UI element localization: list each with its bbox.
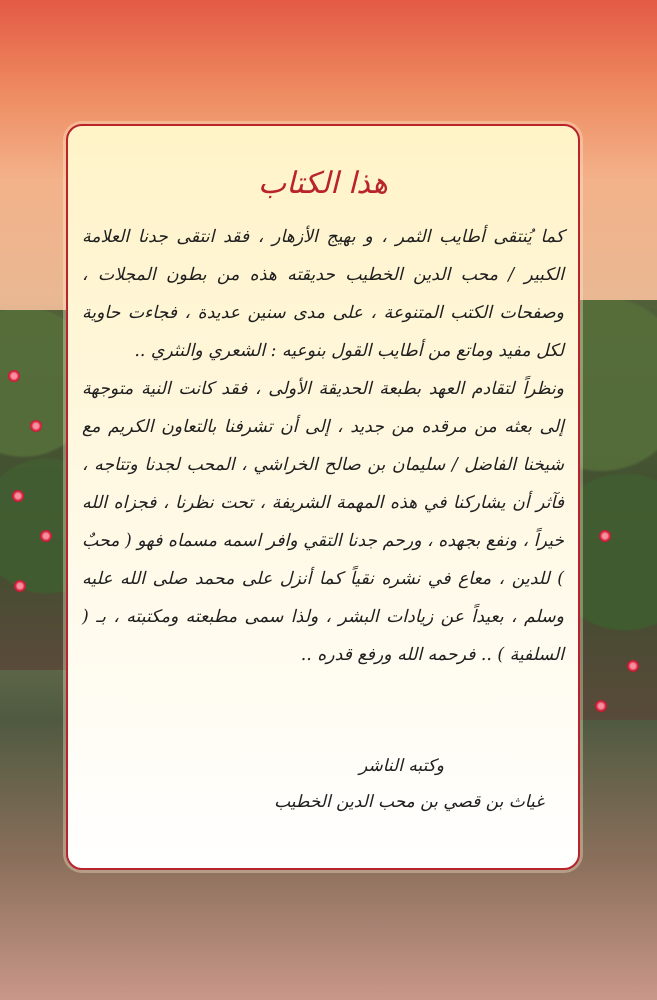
rose-icon — [14, 580, 26, 592]
rose-icon — [599, 530, 611, 542]
rose-icon — [12, 490, 24, 502]
signature-block — [82, 756, 564, 812]
page-title: هذا الكتاب — [258, 166, 388, 201]
signature-name: غياث بن قصي بن محب الدين الخطيب — [274, 792, 544, 812]
rose-icon — [30, 420, 42, 432]
text-card — [66, 124, 580, 870]
right-garden-background — [577, 300, 657, 720]
rose-icon — [627, 660, 639, 672]
rose-icon — [40, 530, 52, 542]
paragraph-2: ونظراً لتقادم العهد بطبعة الحديقة الأولى ، فقد كانت النية متوجهة إلى بعثه من مرقده من جديد ، إلى أن تشرفنا بالتعاون الكريم مع شيخنا الفاضل / سليمان بن صالح الخراشي ، المحب لجدنا وتتاجه ، فآثر أن يشاركنا في هذه المهمة الشريفة ، تحت نظرنا ، فجزاه الله خيراً ، ونفع بجهده ، ورحم جدنا التقي وافر اسمه مسماه فهو ( محبٌ ) للدين ، معاع في نشره نقياً كما أنزل على محمد صلى الله عليه وسلم ، بعيداً عن زيادات البشر ، ولذا سمى مطبعته ومكتبته ، بـ ( السلفية ) .. فرحمه الله ورفع قدره .. — [82, 379, 564, 665]
body-text — [82, 218, 564, 674]
rose-icon — [595, 700, 607, 712]
rose-icon — [8, 370, 20, 382]
paragraph-1: كما يُنتقى أطايب الثمر ، و بهيج الأزهار ، فقد انتقى جدنا العلامة الكبير / محب الدين الخطيب حديقته هذه من بطون المجلات ، وصفحات الكتب المتنوعة ، على مدى سنين عديدة ، فجاءت حاوية لكل مفيد وماتع من أطايب القول بنوعيه : الشعري والنثري .. — [82, 227, 564, 361]
signature-label: وكتبه الناشر — [359, 756, 444, 776]
